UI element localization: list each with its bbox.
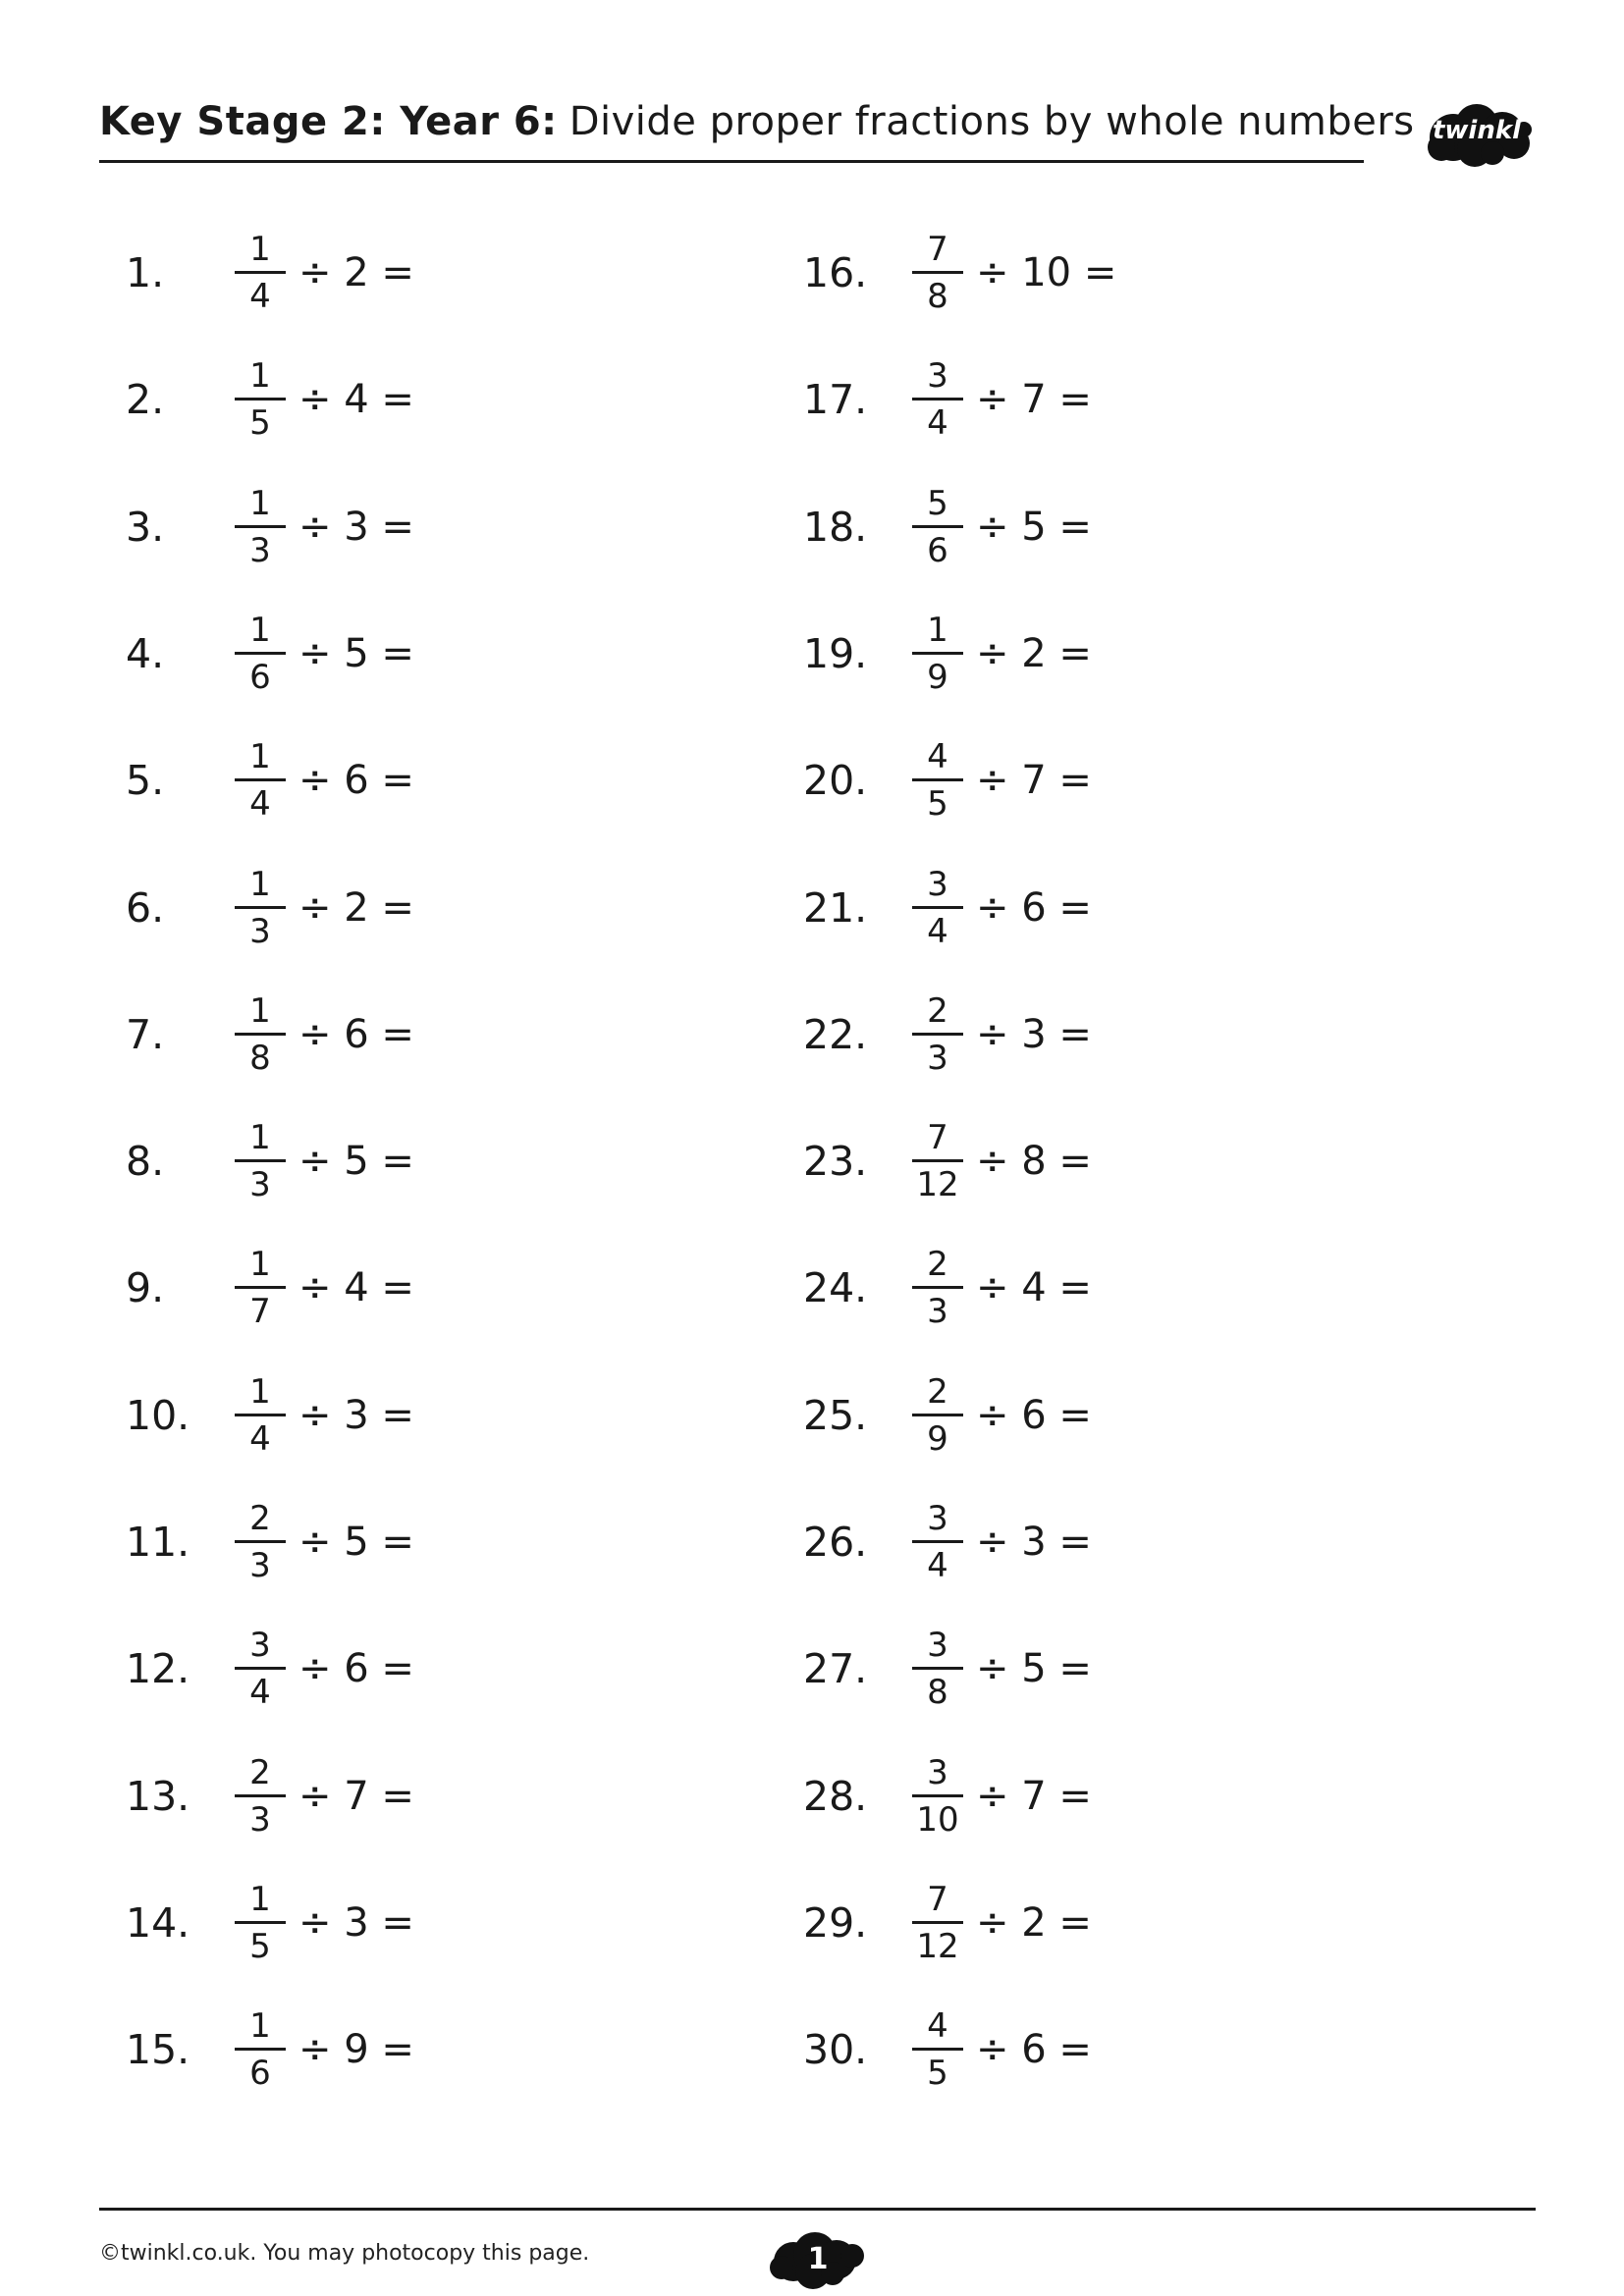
question-number: 20. (803, 757, 868, 804)
question-item (803, 1112, 1092, 1210)
division-expression: ÷ 5 = (298, 631, 414, 676)
division-expression: ÷ 6 = (298, 1646, 414, 1691)
question-item (126, 1747, 414, 1845)
fraction-denominator: 8 (927, 277, 948, 316)
division-expression: ÷ 6 = (298, 758, 414, 803)
question-number: 3. (126, 504, 165, 551)
division-expression: ÷ 6 = (976, 885, 1092, 931)
fraction-numerator: 1 (249, 356, 271, 396)
fraction-denominator: 8 (927, 1673, 948, 1712)
fraction-numerator: 1 (249, 1880, 271, 1919)
question-item (803, 859, 1092, 957)
division-expression: ÷ 4 = (298, 1265, 414, 1310)
fraction (911, 1499, 964, 1585)
fraction-denominator: 6 (249, 658, 271, 697)
question-number: 26. (803, 1519, 868, 1566)
fraction-denominator: 4 (927, 403, 948, 443)
question-item (803, 1747, 1092, 1845)
fraction (911, 230, 964, 316)
question-item (803, 1620, 1092, 1718)
fraction (911, 611, 964, 697)
division-expression: ÷ 10 = (976, 250, 1117, 295)
division-expression: ÷ 5 = (298, 1139, 414, 1184)
copyright-notice: ©twinkl.co.uk. You may photocopy this page. (99, 2241, 590, 2266)
fraction (911, 484, 964, 570)
question-item (803, 2001, 1092, 2099)
question-number: 12. (126, 1645, 190, 1692)
question-number: 15. (126, 2026, 190, 2073)
question-number: 30. (803, 2026, 868, 2073)
question-number: 9. (126, 1264, 165, 1311)
question-item (126, 2001, 414, 2099)
division-expression: ÷ 2 = (976, 1900, 1092, 1946)
fraction-denominator: 4 (249, 1673, 271, 1712)
title-key-stage: Key Stage 2: Year 6: (99, 99, 558, 144)
question-item (803, 1874, 1092, 1972)
division-expression: ÷ 3 = (298, 1900, 414, 1946)
fraction-denominator: 9 (927, 1419, 948, 1459)
fraction (234, 1118, 287, 1204)
fraction (234, 1245, 287, 1331)
question-number: 7. (126, 1011, 165, 1058)
fraction-denominator: 4 (249, 1419, 271, 1459)
fraction-numerator: 3 (249, 1626, 271, 1665)
question-number: 29. (803, 1899, 868, 1947)
fraction (234, 1880, 287, 1966)
question-item (126, 1874, 414, 1972)
fraction-denominator: 5 (927, 2054, 948, 2093)
fraction-denominator: 12 (916, 1165, 959, 1204)
question-number: 21. (803, 884, 868, 932)
fraction-numerator: 7 (927, 1118, 948, 1157)
fraction-denominator: 8 (249, 1039, 271, 1078)
fraction-numerator: 2 (249, 1753, 271, 1792)
division-expression: ÷ 5 = (298, 1520, 414, 1565)
question-item (126, 1493, 414, 1591)
question-number: 14. (126, 1899, 190, 1947)
fraction-denominator: 4 (927, 912, 948, 951)
question-number: 23. (803, 1138, 868, 1185)
question-item (803, 350, 1092, 449)
question-number: 10. (126, 1392, 190, 1439)
question-item (126, 986, 414, 1084)
question-number: 8. (126, 1138, 165, 1185)
fraction (234, 484, 287, 570)
fraction-numerator: 1 (249, 1118, 271, 1157)
fraction (911, 356, 964, 443)
division-expression: ÷ 6 = (976, 2027, 1092, 2072)
fraction (234, 1372, 287, 1459)
fraction-denominator: 3 (249, 1546, 271, 1585)
question-number: 2. (126, 376, 165, 423)
question-item (803, 731, 1092, 829)
fraction-numerator: 2 (927, 1245, 948, 1284)
logo-text: twinkl (1432, 116, 1522, 145)
fraction-denominator: 5 (927, 784, 948, 824)
fraction-denominator: 3 (927, 1292, 948, 1331)
fraction-numerator: 3 (927, 1753, 948, 1792)
question-item (803, 478, 1092, 576)
fraction-numerator: 7 (927, 1880, 948, 1919)
fraction (234, 611, 287, 697)
fraction (234, 2006, 287, 2093)
fraction (234, 865, 287, 951)
question-number: 17. (803, 376, 868, 423)
division-expression: ÷ 7 = (976, 1774, 1092, 1819)
question-item (126, 1239, 414, 1337)
page-number-badge (764, 2226, 872, 2291)
fraction-numerator: 1 (249, 2006, 271, 2046)
fraction-numerator: 5 (927, 484, 948, 523)
question-item (803, 986, 1092, 1084)
question-item (126, 859, 414, 957)
division-expression: ÷ 2 = (298, 885, 414, 931)
fraction-denominator: 3 (927, 1039, 948, 1078)
fraction-numerator: 1 (249, 484, 271, 523)
question-number: 27. (803, 1645, 868, 1692)
fraction-denominator: 5 (249, 403, 271, 443)
fraction-numerator: 1 (249, 611, 271, 650)
fraction-denominator: 4 (249, 784, 271, 824)
division-expression: ÷ 5 = (976, 1646, 1092, 1691)
fraction-numerator: 7 (927, 230, 948, 269)
question-number: 22. (803, 1011, 868, 1058)
question-item (126, 1366, 414, 1465)
division-expression: ÷ 6 = (298, 1012, 414, 1057)
fraction-numerator: 3 (927, 1626, 948, 1665)
fraction (911, 1626, 964, 1712)
fraction-denominator: 4 (249, 277, 271, 316)
fraction-denominator: 6 (249, 2054, 271, 2093)
fraction-numerator: 1 (249, 1245, 271, 1284)
fraction-numerator: 2 (249, 1499, 271, 1538)
question-number: 19. (803, 630, 868, 677)
fraction-denominator: 3 (249, 1165, 271, 1204)
division-expression: ÷ 4 = (976, 1265, 1092, 1310)
question-item (803, 224, 1116, 322)
question-item (803, 605, 1092, 703)
fraction-denominator: 12 (916, 1927, 959, 1966)
fraction (911, 1245, 964, 1331)
division-expression: ÷ 3 = (298, 1393, 414, 1438)
fraction-numerator: 1 (249, 230, 271, 269)
fraction (234, 991, 287, 1078)
fraction-numerator: 2 (927, 1372, 948, 1412)
fraction (911, 991, 964, 1078)
division-expression: ÷ 6 = (976, 1393, 1092, 1438)
fraction-numerator: 1 (249, 865, 271, 904)
fraction-denominator: 3 (249, 531, 271, 570)
division-expression: ÷ 2 = (298, 250, 414, 295)
question-number: 16. (803, 249, 868, 296)
question-item (126, 731, 414, 829)
fraction (911, 1753, 964, 1840)
fraction-numerator: 2 (927, 991, 948, 1031)
fraction (234, 1499, 287, 1585)
division-expression: ÷ 8 = (976, 1139, 1092, 1184)
fraction-numerator: 1 (249, 1372, 271, 1412)
fraction-numerator: 1 (249, 737, 271, 776)
question-item (126, 605, 414, 703)
fraction (234, 737, 287, 824)
question-number: 5. (126, 757, 165, 804)
question-number: 24. (803, 1264, 868, 1311)
fraction-numerator: 3 (927, 865, 948, 904)
fraction (911, 865, 964, 951)
fraction (911, 1118, 964, 1204)
division-expression: ÷ 3 = (976, 1520, 1092, 1565)
fraction-numerator: 3 (927, 1499, 948, 1538)
question-number: 4. (126, 630, 165, 677)
fraction-denominator: 9 (927, 658, 948, 697)
division-expression: ÷ 4 = (298, 377, 414, 422)
title-topic: Divide proper fractions by whole numbers (568, 99, 1415, 144)
question-number: 11. (126, 1519, 190, 1566)
question-item (803, 1239, 1092, 1337)
question-number: 13. (126, 1773, 190, 1820)
division-expression: ÷ 7 = (298, 1774, 414, 1819)
fraction-denominator: 10 (916, 1800, 959, 1840)
fraction-numerator: 4 (927, 2006, 948, 2046)
question-item (126, 1112, 414, 1210)
fraction-denominator: 3 (249, 1800, 271, 1840)
question-number: 18. (803, 504, 868, 551)
question-item (126, 224, 414, 322)
fraction-numerator: 1 (249, 991, 271, 1031)
fraction (234, 1753, 287, 1840)
question-item (126, 478, 414, 576)
fraction (911, 2006, 964, 2093)
division-expression: ÷ 7 = (976, 758, 1092, 803)
division-expression: ÷ 3 = (976, 1012, 1092, 1057)
fraction-denominator: 5 (249, 1927, 271, 1966)
division-expression: ÷ 3 = (298, 505, 414, 550)
question-number: 25. (803, 1392, 868, 1439)
fraction (911, 737, 964, 824)
fraction (911, 1372, 964, 1459)
footer-divider (99, 2208, 1536, 2211)
question-item (126, 1620, 414, 1718)
fraction (234, 356, 287, 443)
question-item (126, 350, 414, 449)
fraction-denominator: 4 (927, 1546, 948, 1585)
fraction-numerator: 1 (927, 611, 948, 650)
division-expression: ÷ 9 = (298, 2027, 414, 2072)
page-number: 1 (807, 2241, 829, 2276)
fraction-denominator: 7 (249, 1292, 271, 1331)
fraction-numerator: 3 (927, 356, 948, 396)
division-expression: ÷ 2 = (976, 631, 1092, 676)
fraction (234, 230, 287, 316)
question-number: 1. (126, 249, 165, 296)
question-number: 28. (803, 1773, 868, 1820)
division-expression: ÷ 7 = (976, 377, 1092, 422)
fraction (234, 1626, 287, 1712)
fraction (911, 1880, 964, 1966)
question-number: 6. (126, 884, 165, 932)
division-expression: ÷ 5 = (976, 505, 1092, 550)
question-item (803, 1493, 1092, 1591)
question-item (803, 1366, 1092, 1465)
fraction-denominator: 3 (249, 912, 271, 951)
fraction-denominator: 6 (927, 531, 948, 570)
fraction-numerator: 4 (927, 737, 948, 776)
